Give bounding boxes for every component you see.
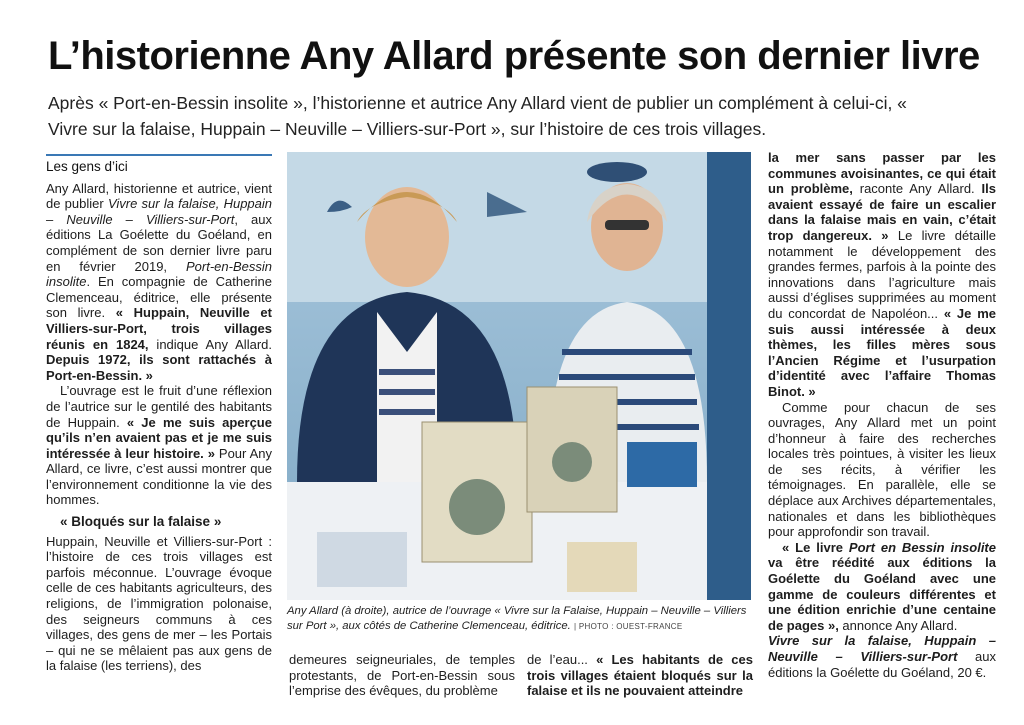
paragraph-1	[768, 150, 996, 400]
lead-paragraph: Après « Port-en-Bessin insolite », l’historienne et autrice Any Allard vient de publier un complément à celui-ci, « Vivre sur la falaise, Huppain – Neuville – Villiers-sur-Port », sur l’histoire de ces trois villages.	[48, 93, 907, 139]
article-photo	[287, 152, 751, 600]
quote: « Les habitants de ces trois villages étaient bloqués sur la falaise et ils ne pouvaient atteindre	[527, 652, 753, 699]
quote: « Je me suis aperçue qu’ils n’en avaient pas et je me suis intéressée à leur histoire. »	[46, 414, 272, 461]
text: . En compagnie de Catherine Clemenceau, éditrice, elle présente son livre.	[46, 274, 272, 321]
column-3	[768, 150, 996, 680]
paragraph-3	[768, 540, 996, 634]
intertitle: « Bloqués sur la falaise »	[60, 514, 222, 530]
column-2	[289, 652, 515, 699]
section-rubric: Les gens d’ici	[46, 154, 272, 175]
photo-caption	[287, 604, 753, 634]
text: annonce Any Allard.	[838, 617, 958, 633]
paragraph	[527, 652, 753, 699]
quote: Depuis 1972, ils sont rattachés à Port-en-Bessin. »	[46, 352, 272, 383]
book-info	[768, 633, 996, 680]
quote: « Le livre Port en Bessin insolite va être réédité aux éditions la Goélette du Goéland avec une gamme de couleurs différentes et une édition enrichie d’une centaine de pages »,	[768, 539, 996, 633]
quote: « Huppain, Neuville et Villiers-sur-Port, trois villages réunis en 1824,	[46, 305, 272, 352]
caption-text: Any Allard (à droite), autrice de l’ouvrage « Vivre sur la Falaise, Huppain – Neuville – Villiers sur Port », aux côtés de Catherine Clemenceau, éditrice.	[287, 605, 747, 632]
paragraph-3: Huppain, Neuville et Villiers-sur-Port : l’histoire de ces trois villages est parfois méconnue. L’ouvrage évoque celle de ces habitants agriculteurs, des religions, de l’immigration polonaise, des seigneurs communs à ces villages, des gens de mer – les Portais – qui ne se mêlaient pas aux gens de la falaise (les terriens), des	[46, 533, 272, 674]
headline: L’historienne Any Allard présente son dernier livre	[48, 34, 980, 78]
photo-credit: | PHOTO : OUEST-FRANCE	[573, 621, 683, 631]
book-info-title: Vivre sur la falaise, Huppain – Neuville – Villiers-sur-Port	[768, 633, 996, 664]
column-1	[46, 154, 272, 674]
paragraph-intro	[46, 181, 272, 384]
column-2b	[527, 652, 753, 699]
text: Pour Any Allard, ce livre, c’est aussi montrer que l’environnement conditionne la vie des hommes.	[46, 445, 272, 508]
book-title: Vivre sur la falaise, Huppain – Neuville – Villiers-sur-Port	[46, 196, 272, 227]
paragraph-2	[46, 383, 272, 508]
text: raconte Any Allard.	[852, 181, 982, 197]
quote: « Je me suis aussi intéressée à deux thèmes, les filles mères sous l’Ancien Régime et l’usurpation d’identité avec l’affaire Thomas Binot. »	[768, 305, 997, 399]
text: de l’eau...	[527, 652, 597, 667]
quote: Ils avaient essayé de faire un escalier dans la falaise mais en vain, c’était trop dangereux. »	[768, 181, 996, 243]
book-info-text: aux éditions la Goélette du Goéland, 20 €.	[768, 649, 996, 680]
text: indique Any Allard.	[148, 336, 272, 352]
paragraph-2: Comme pour chacun de ses ouvrages, Any Allard met un point d’honneur à faire des recherches locales très pointues, à visiter les lieux de ses récits, à vérifier les témoignages. En parallèle, elle se déplace aux Archives départementales, nationales et dans les bibliothèques pour approfondir son travail.	[768, 399, 996, 540]
paragraph: demeures seigneuriales, de temples protestants, de Port-en-Bessin sous l’emprise des évêques, du problème	[289, 652, 515, 699]
quote: la mer sans passer par les communes avoisinantes, ce qui était un problème,	[768, 150, 996, 197]
text: L’ouvrage est le fruit d’une réflexion de l’autrice sur le gentilé des habitants de Huppain.	[46, 383, 272, 430]
book-title: Port-en-Bessin insolite	[46, 258, 272, 290]
photo-illustration	[287, 152, 751, 600]
text: Le livre détaille notamment le développement des grandes fermes, parfois à la pointe des innovations dans l’agriculture mais aussi d’églises supprimées au moment du concordat de Napoléon...	[768, 227, 996, 321]
text: , aux éditions La Goélette du Goéland, en complément de son dernier livre paru en février 2019,	[46, 211, 272, 274]
text: Any Allard, historienne et autrice, vient de publier	[46, 180, 272, 212]
